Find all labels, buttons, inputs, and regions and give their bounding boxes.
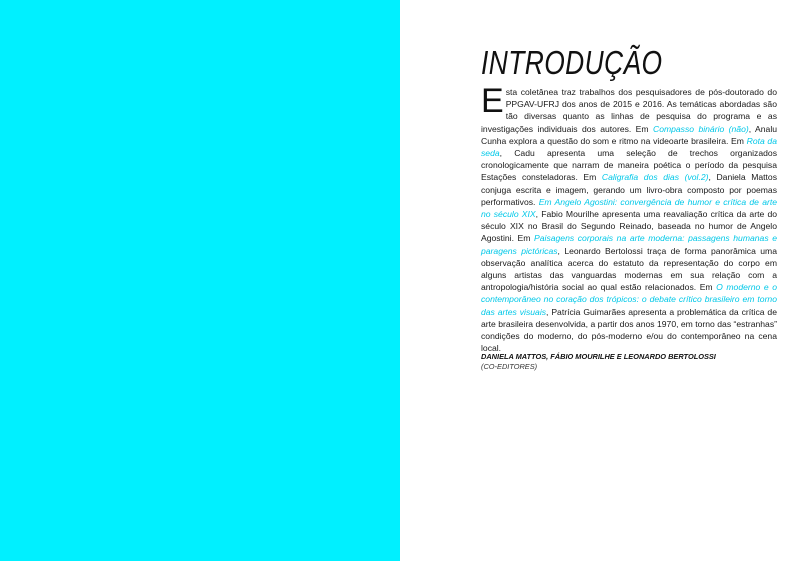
text-segment: , Fabio Mourilhe apresenta uma reavaliação crítica da arte do século XIX no Brasil do Segundo Reinado, baseada no humor de Angelo Agostini. Em bbox=[481, 209, 777, 244]
editors-role: (CO-EDITORES) bbox=[481, 362, 538, 371]
introduction-paragraph bbox=[481, 82, 778, 354]
text-segment: sta coletânea traz trabalhos dos pesquisadores de pós-doutorado do PPGAV-UFRJ dos anos de 2015 e 2016. As temáticas abordadas são tão diversas quanto as linhas de pesquisa do programa e as investigações individuais dos autores. Em bbox=[481, 87, 777, 134]
work-title-paisagens: Paisagens corporais na arte moderna: passagens humanas e paragens pictóricas bbox=[481, 233, 777, 256]
editors-names: DANIELA MATTOS, FÁBIO MOURILHE E LEONARDO BERTOLOSSI bbox=[481, 352, 716, 361]
text-segment: , Analu Cunha explora a questão do som e ritmo na videoarte brasileira. Em bbox=[481, 123, 778, 146]
work-title-compasso: Compasso binário (não) bbox=[652, 123, 749, 134]
signature-block bbox=[481, 352, 781, 372]
work-title-caligrafia: Caligrafia dos dias (vol.2) bbox=[601, 172, 709, 183]
text-segment: , Leonardo Bertolossi traça de forma panorâmica uma observação analítica acerca do estatuto da representação do corpo em alguns artistas das vanguardas modernas em sua relação com a antropologia/história social ao qual estão relacionados. Em bbox=[481, 245, 777, 293]
text-segment: , Daniela Mattos conjuga escrita e imagem, gerando um livro-obra composto por poemas performativos. bbox=[481, 172, 777, 207]
work-title-moderno-contemporaneo: O moderno e o contemporâneo no coração dos trópicos: o debate crítico brasileiro em torno das artes visuais bbox=[481, 282, 778, 317]
page-title: INTRODUÇÃO bbox=[481, 44, 663, 81]
drop-cap: E bbox=[481, 82, 504, 120]
text-segment: , Patrícia Guimarães apresenta a problemática da crítica de arte brasileira desenvolvida, a partir dos anos 1970, em torno das “estranhas” condições do moderno, do pós-moderno e/ou do contemporâneo na cena local. bbox=[481, 306, 777, 354]
text-segment: , Cadu apresenta uma seleção de trechos organizados cronologicamente que narram de maneira poética o período da pesquisa Estações consteladoras. Em bbox=[481, 148, 777, 183]
work-title-angelo-agostini: Em Angelo Agostini: convergência de humor e crítica de arte no século XIX bbox=[481, 196, 777, 220]
work-title-rota-da-seda: Rota da seda bbox=[481, 135, 777, 159]
